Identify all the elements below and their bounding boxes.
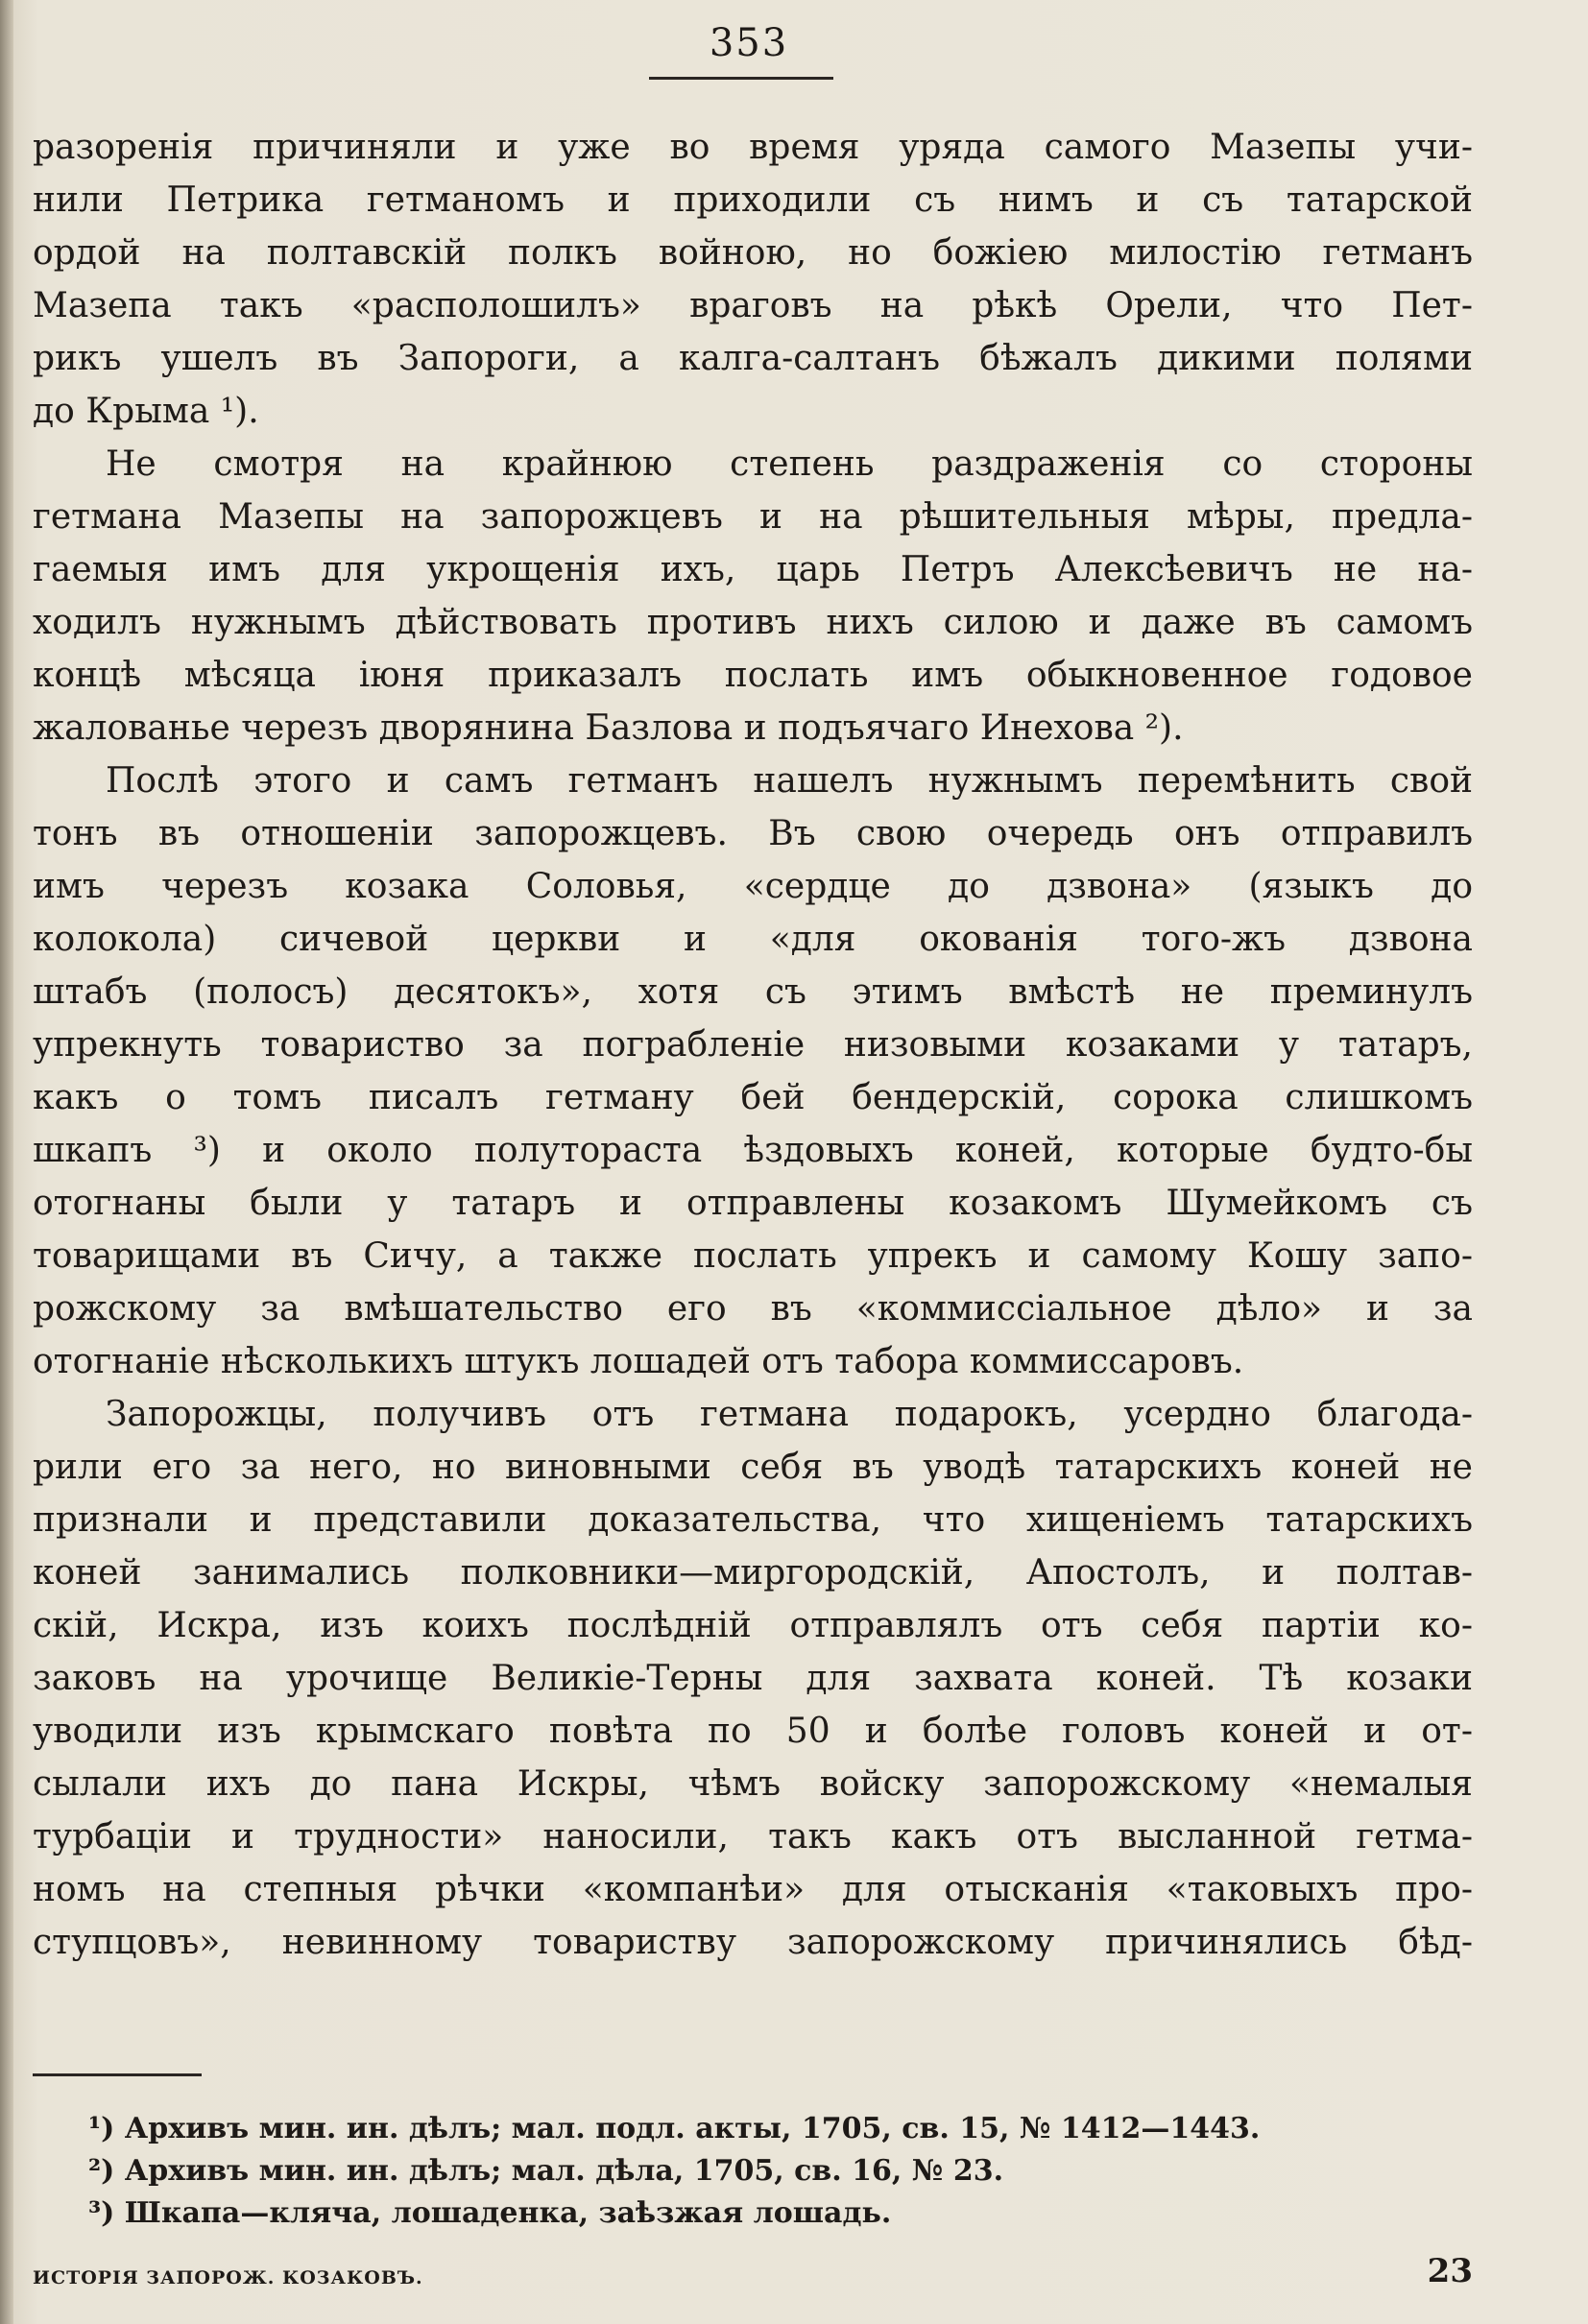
body-line: тонъ въ отношеніи запорожцевъ. Въ свою очередь онъ отправилъ [33,814,1473,853]
body-line: разоренія причиняли и уже во время уряда самого Мазепы учи- [33,128,1473,167]
body-line: нили Петрика гетманомъ и приходили съ нимъ и съ татарской [33,180,1473,220]
book-spine-shadow [0,0,13,2324]
body-line: гаемыя имъ для укрощенія ихъ, царь Петръ Алексѣевичъ не на- [33,550,1473,589]
footnote-3: ³) Шкапа—кляча, лошаденка, заѣзжая лошадь. [88,2196,892,2230]
body-line: жалованье черезъ дворянина Базлова и подъячаго Инехова ²). [33,708,1184,748]
body-line: отогнаны были у татаръ и отправлены козакомъ Шумейкомъ съ [33,1184,1473,1223]
body-line: имъ черезъ козака Соловья, «сердце до дзвона» (языкъ до [33,867,1473,906]
body-line: признали и представили доказательства, что хищеніемъ татарскихъ [33,1500,1473,1540]
body-line: уводили изъ крымскаго повѣта по 50 и болѣе головъ коней и от- [33,1712,1473,1751]
body-line: ходилъ нужнымъ дѣйствовать противъ нихъ силою и даже въ самомъ [33,603,1473,642]
page-number: 353 [709,21,789,65]
body-line: какъ о томъ писалъ гетману бей бендерскій, сорока слишкомъ [33,1078,1473,1117]
body-line: Запорожцы, получивъ отъ гетмана подарокъ, усердно благода- [106,1395,1473,1434]
body-text [33,121,1473,1969]
body-line: шкапъ ³) и около полутораста ѣздовыхъ коней, которые будто-бы [33,1131,1473,1170]
body-line: Послѣ этого и самъ гетманъ нашелъ нужнымъ перемѣнить свой [106,761,1473,801]
body-line: ступцовъ», невинному товариству запорожскому причинялись бѣд- [33,1923,1473,1962]
body-line: сылали ихъ до пана Искры, чѣмъ войску запорожскому «немалыя [33,1764,1473,1804]
body-line: рили его за него, но виновными себя въ уводѣ татарскихъ коней не [33,1448,1473,1487]
body-line: коней занимались полковники—миргородскій, Апостолъ, и полтав- [33,1553,1473,1593]
body-line: рикъ ушелъ въ Запороги, а калга-салтанъ бѣжалъ дикими полями [33,339,1473,378]
body-line: Не смотря на крайнюю степень раздраженія со стороны [106,444,1473,484]
header-rule [649,77,833,80]
body-line: колокола) сичевой церкви и «для окованія того-жъ дзвона [33,920,1473,959]
footer-signature: ИСТОРІЯ ЗАПОРОЖ. КОЗАКОВЪ. [33,2267,423,2288]
body-line: номъ на степныя рѣчки «компанѣи» для отысканія «таковыхъ про- [33,1870,1473,1909]
footer-sheet-number: 23 [1427,2252,1473,2290]
body-line: штабъ (полосъ) десятокъ», хотя съ этимъ вмѣстѣ не преминулъ [33,972,1473,1012]
footnotes [88,2108,1471,2235]
body-line: упрекнуть товариство за пограбленіе низовыми козаками у татаръ, [33,1025,1473,1065]
body-line: концѣ мѣсяца іюня приказалъ послать имъ обыкновенное годовое [33,656,1473,695]
body-line: скій, Искра, изъ коихъ послѣдній отправлялъ отъ себя партіи ко- [33,1606,1473,1645]
body-line: отогнаніе нѣсколькихъ штукъ лошадей отъ табора коммиссаровъ. [33,1342,1244,1381]
footnote-rule [33,2073,202,2076]
body-line: турбаціи и трудности» наносили, такъ какъ отъ высланной гетма- [33,1817,1473,1857]
body-line: рожскому за вмѣшательство его въ «коммиссіальное дѣло» и за [33,1289,1473,1329]
footnote-1: ¹) Архивъ мин. ин. дѣлъ; мал. подл. акты, 1705, св. 15, № 1412—1443. [88,2112,1261,2145]
body-line: гетмана Мазепы на запорожцевъ и на рѣшительныя мѣры, предла- [33,497,1473,537]
body-line: Мазепа такъ «располошилъ» враговъ на рѣкѣ Орели, что Пет- [33,286,1473,325]
body-line: до Крыма ¹). [33,392,259,431]
footnote-2: ²) Архивъ мин. ин. дѣлъ; мал. дѣла, 1705, св. 16, № 23. [88,2154,1004,2188]
body-line: ордой на полтавскій полкъ войною, но божіею милостію гетманъ [33,233,1473,273]
body-line: заковъ на урочище Великіе-Терны для захвата коней. Тѣ козаки [33,1659,1473,1698]
body-line: товарищами въ Сичу, а также послать упрекъ и самому Кошу запо- [33,1236,1473,1276]
